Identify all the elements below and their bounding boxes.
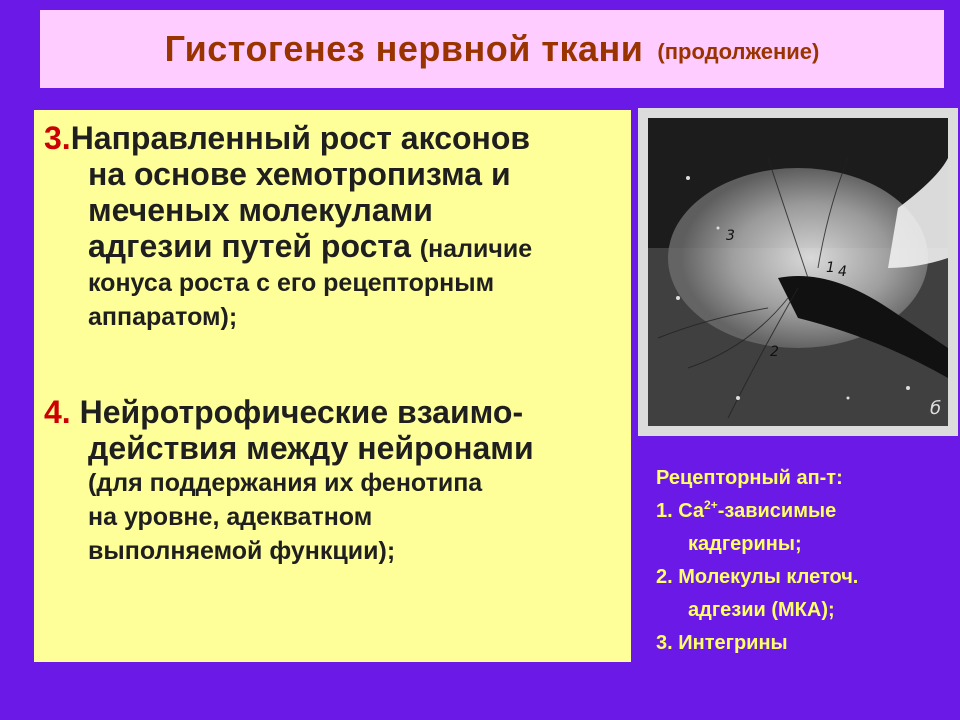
item-3-line-3: меченых молекулами	[88, 192, 433, 228]
item-4-line-2: действия между нейронами	[88, 430, 534, 466]
micrograph-frame	[638, 108, 958, 436]
label-3: 3	[726, 228, 735, 244]
label-4: 4	[838, 264, 847, 280]
item-3-line-6: аппаратом);	[88, 303, 238, 331]
item-3-line-4: адгезии путей роста (наличие	[88, 228, 533, 264]
label-1: 1	[826, 260, 835, 276]
receptor-item-2: 2. Молекулы клеточ.	[656, 566, 859, 588]
slide-title: Гистогенез нервной ткани	[164, 28, 644, 69]
growth-cone-micrograph	[648, 118, 948, 426]
list-item-4	[44, 394, 624, 568]
corner-label: б	[930, 398, 942, 419]
slide-subtitle: (продолжение)	[657, 39, 820, 64]
item-3-line-2: на основе хемотропизма и	[88, 156, 511, 192]
item-4-line-1: 4. Нейротрофические взаимо-	[44, 394, 524, 430]
item-3-number: 3.	[44, 120, 71, 156]
item-3-line-5: конуса роста с его рецепторным	[88, 269, 495, 297]
receptor-heading: Рецепторный ап-т:	[656, 467, 843, 489]
receptor-item-1: 1. $Са^{2+}$-зависимые	[656, 498, 837, 522]
content-box	[34, 110, 631, 662]
label-2: 2	[770, 344, 779, 360]
item-4-line-5: выполняемой функции);	[88, 537, 396, 565]
receptor-item-2-cont: адгезии (МКА);	[688, 599, 835, 621]
item-3-line-1: 3.Направленный рост аксонов	[44, 120, 531, 156]
receptor-apparatus	[656, 462, 956, 660]
title-bar	[40, 10, 944, 88]
item-4-number: 4.	[44, 394, 71, 430]
receptor-item-3: 3. Интегрины	[656, 632, 788, 654]
receptor-item-1-cont: кадгерины;	[688, 533, 802, 555]
list-item-3	[44, 120, 624, 334]
item-4-line-3: (для поддержания их фенотипа	[88, 469, 483, 497]
item-4-line-4: на уровне, адекватном	[88, 503, 373, 531]
